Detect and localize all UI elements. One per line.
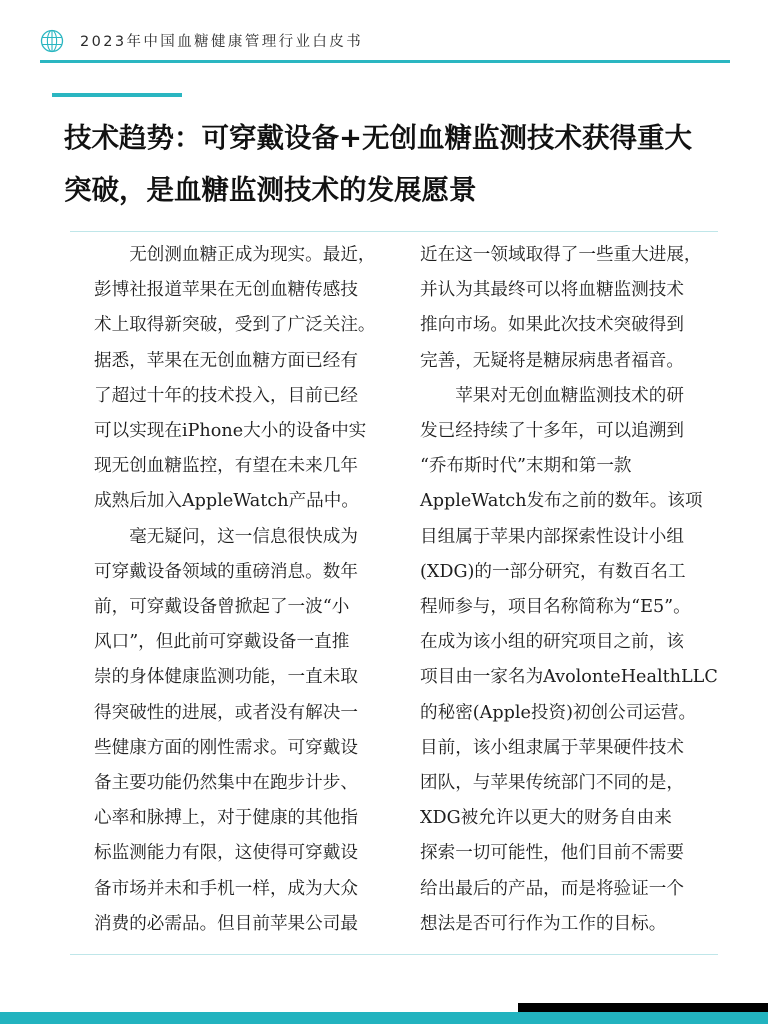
- headline-line: 技术趋势：可穿戴设备+无创血糖监测技术获得重大: [64, 122, 693, 154]
- text-line: 毫无疑问，这一信息很快成为: [94, 526, 358, 547]
- text-line: 些健康方面的刚性需求。可穿戴设: [94, 737, 358, 758]
- header-divider: [40, 60, 730, 63]
- text-line: 发已经持续了十多年，可以追溯到: [420, 421, 684, 442]
- text-line: 给出最后的产品，而是将验证一个: [420, 878, 684, 899]
- content-bottom-divider: [70, 954, 718, 955]
- text-line: 得突破性的进展，或者没有解决一: [94, 702, 358, 723]
- text-line: 无创测血糖正成为现实。最近，: [94, 245, 376, 265]
- text-line: 了超过十年的技术投入，目前已经: [94, 385, 358, 406]
- text-line: 前，可穿戴设备曾掀起了一波“小: [94, 597, 350, 618]
- text-line: 的秘密(Apple投资)初创公司运营。: [420, 702, 697, 723]
- text-line: 术上取得新突破，受到了广泛关注。: [94, 315, 376, 336]
- text-line: 可穿戴设备领域的重磅消息。数年: [94, 561, 358, 582]
- text-line: 现无创血糖监控，有望在未来几年: [94, 456, 358, 477]
- text-line: 据悉，苹果在无创血糖方面已经有: [94, 350, 358, 371]
- text-line: 心率和脉搏上，对于健康的其他指: [94, 808, 358, 829]
- text-line: 探索一切可能性，他们目前不需要: [420, 843, 684, 864]
- text-line: 目组属于苹果内部探索性设计小组: [420, 526, 684, 547]
- text-line: 风口”，但此前可穿戴设备一直推: [94, 632, 350, 653]
- body-column-left: [94, 238, 419, 942]
- text-line: 苹果对无创血糖监测技术的研: [420, 385, 684, 406]
- text-line: “乔布斯时代”末期和第一款: [420, 456, 632, 477]
- text-line: 成熟后加入AppleWatch产品中。: [94, 491, 359, 512]
- text-line: 彭博社报道苹果在无创血糖传感技: [94, 280, 358, 301]
- text-line: 项目由一家名为AvolonteHealthLLC: [420, 667, 718, 688]
- text-line: 标监测能力有限，这使得可穿戴设: [94, 843, 358, 864]
- document-title: 2023年中国血糖健康管理行业白皮书: [80, 34, 364, 50]
- text-line: 备主要功能仍然集中在跑步计步、: [94, 773, 358, 794]
- headline-line: 突破，是血糖监测技术的发展愿景: [64, 174, 477, 206]
- text-line: 推向市场。如果此次技术突破得到: [420, 315, 684, 336]
- text-line: 并认为其最终可以将血糖监测技术: [420, 280, 684, 301]
- content-top-divider: [70, 231, 718, 232]
- section-accent-bar: [52, 93, 182, 97]
- text-line: 团队，与苹果传统部门不同的是，: [420, 773, 684, 794]
- text-line: 想法是否可行作为工作的目标。: [420, 913, 667, 934]
- text-line: 程师参与，项目名称简称为“E5”。: [420, 597, 691, 618]
- footer-accent-bar: [0, 1012, 768, 1024]
- section-headline: [64, 112, 744, 216]
- text-line: 可以实现在iPhone大小的设备中实: [94, 421, 367, 442]
- text-line: (XDG)的一部分研究，有数百名工: [420, 561, 686, 582]
- text-line: 消费的必需品。但目前苹果公司最: [94, 913, 358, 934]
- text-line: 目前，该小组隶属于苹果硬件技术: [420, 737, 684, 758]
- text-line: 崇的身体健康监测功能，一直未取: [94, 667, 358, 688]
- text-line: 备市场并未和手机一样，成为大众: [94, 878, 358, 899]
- text-line: 近在这一领域取得了一些重大进展，: [420, 245, 702, 265]
- globe-icon: [40, 29, 64, 53]
- body-column-right: [420, 238, 745, 942]
- text-line: 在成为该小组的研究项目之前，该: [420, 632, 684, 653]
- page-header: [0, 0, 768, 64]
- text-line: 完善，无疑将是糖尿病患者福音。: [420, 350, 684, 371]
- text-line: AppleWatch发布之前的数年。该项: [420, 491, 703, 512]
- text-line: XDG被允许以更大的财务自由来: [420, 808, 672, 829]
